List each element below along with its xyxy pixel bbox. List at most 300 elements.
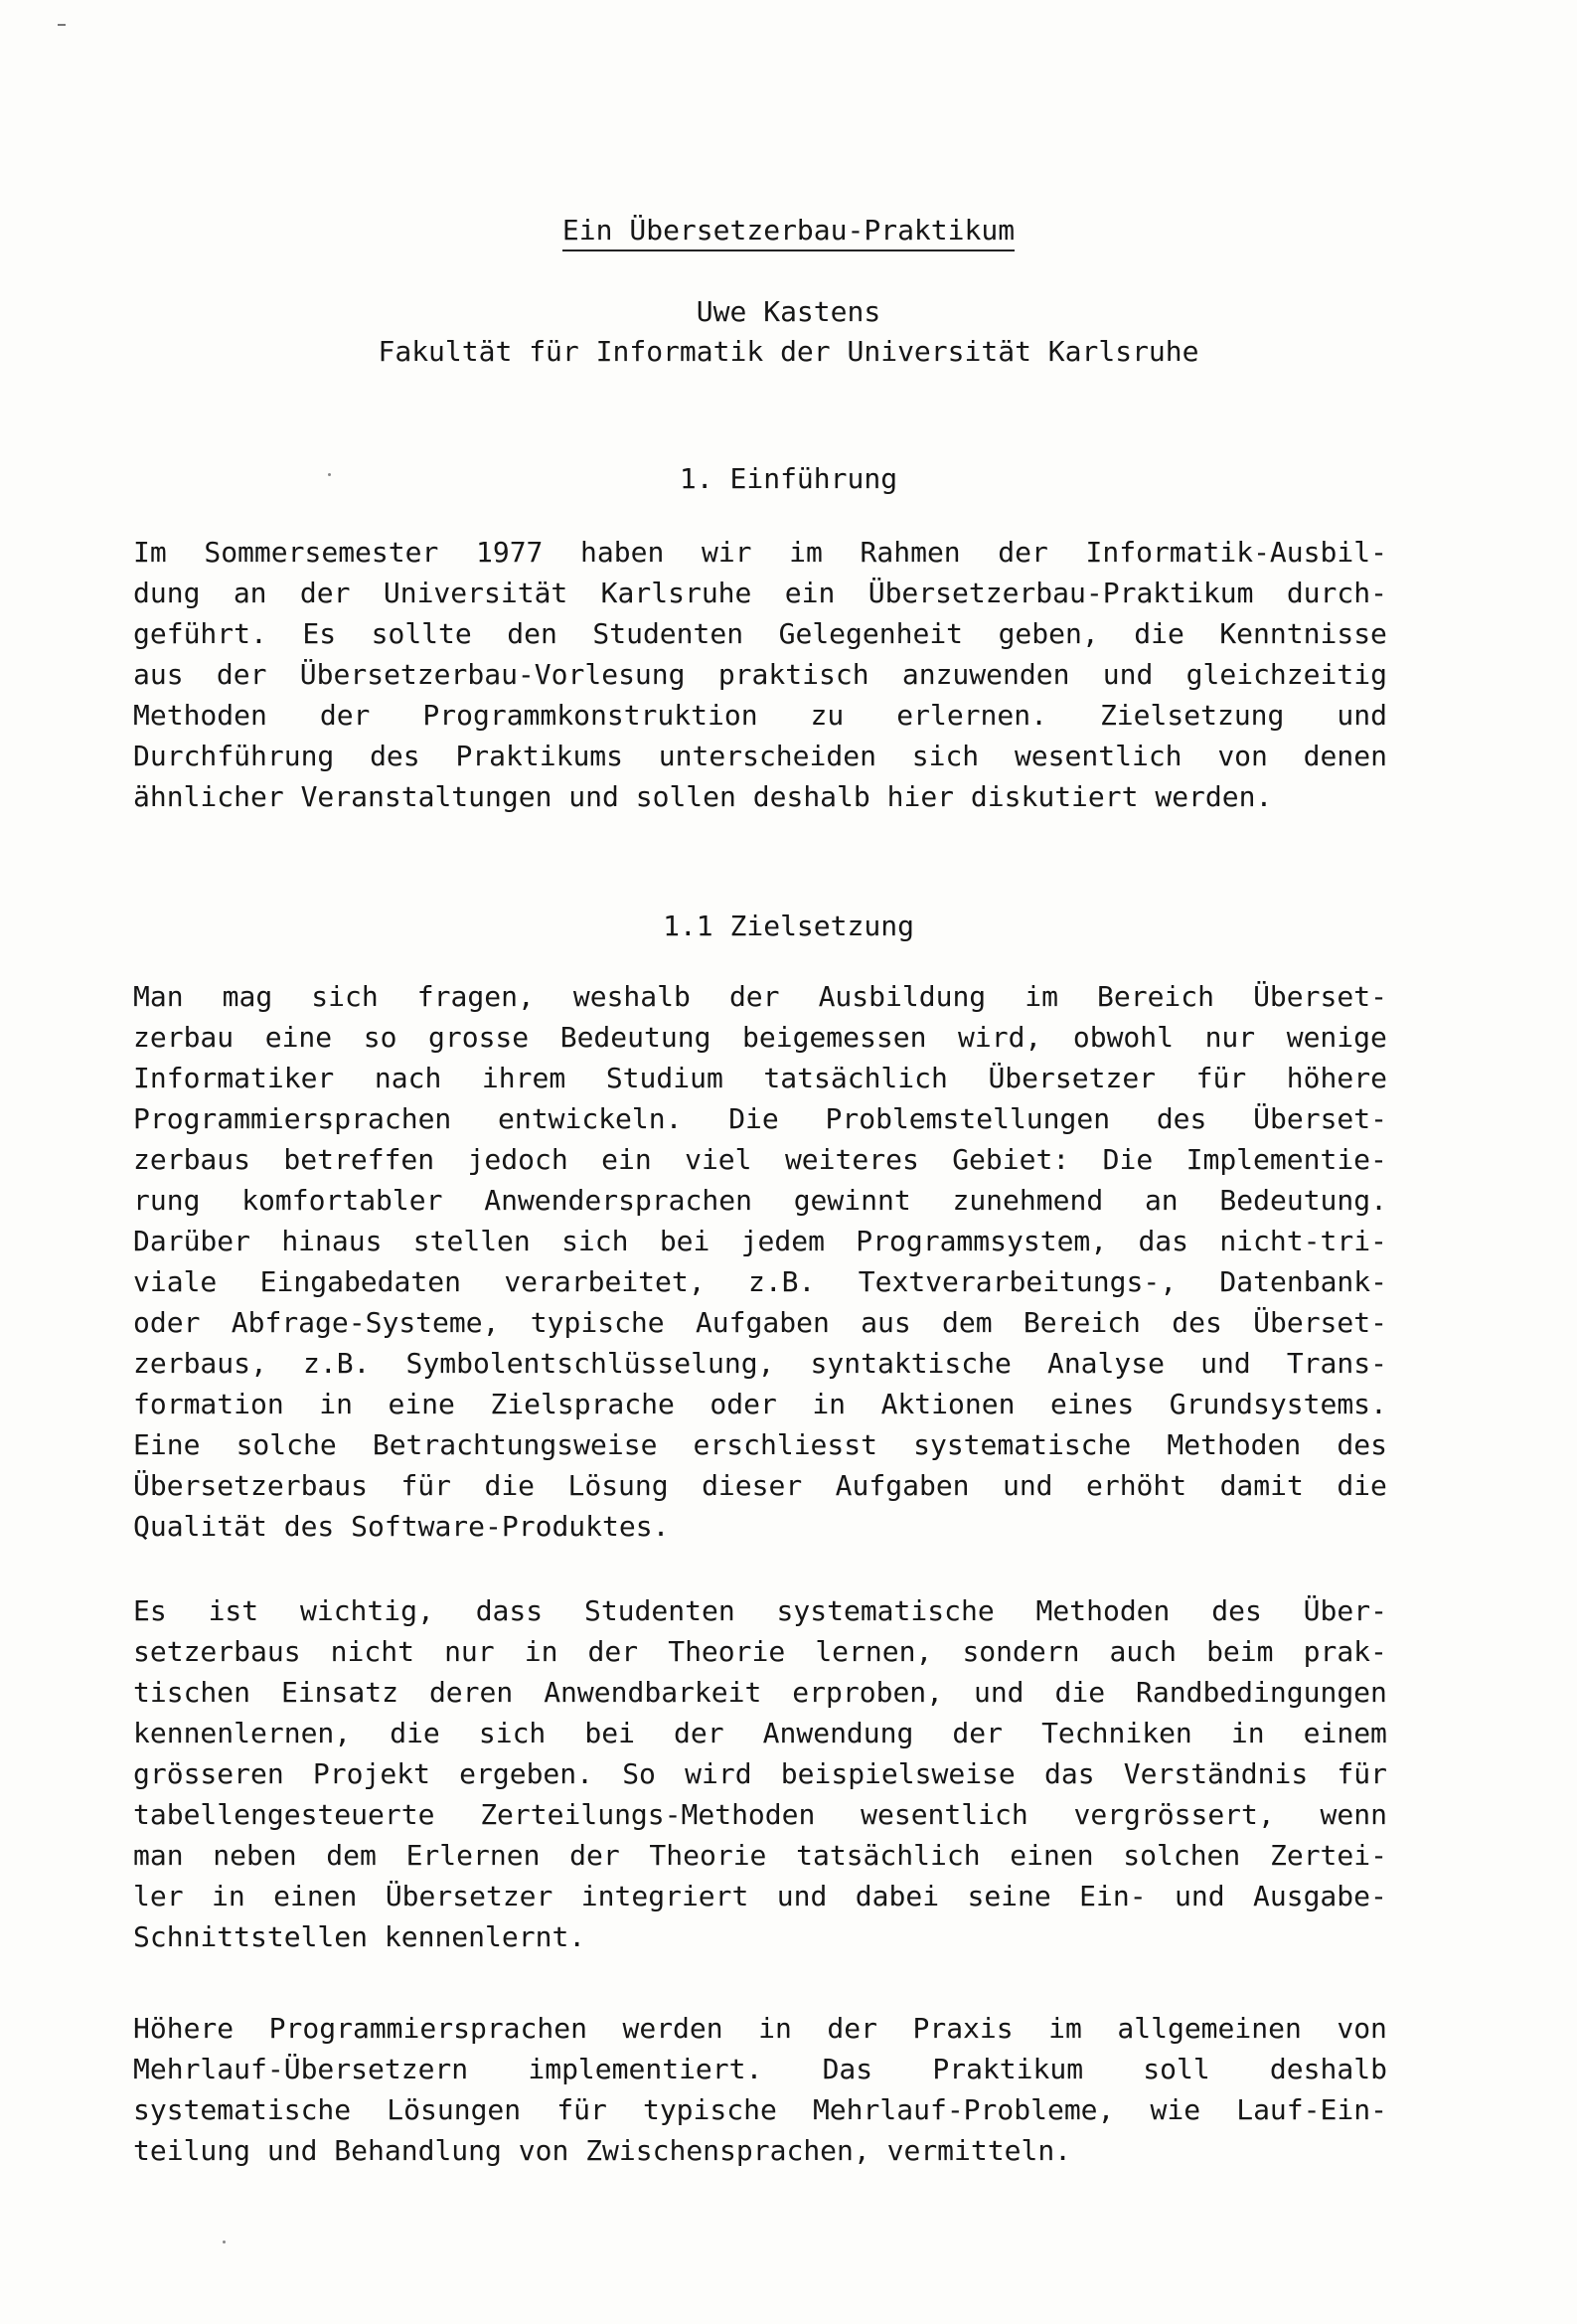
word: des: [1156, 1102, 1207, 1135]
word: jedoch: [467, 1143, 568, 1176]
word: sich: [311, 980, 379, 1013]
word: Karlsruhe: [600, 577, 752, 609]
word: Zielsetzung: [1099, 699, 1285, 732]
word: Übersetzer: [385, 1880, 553, 1912]
word: dem: [326, 1839, 377, 1872]
word: der: [998, 536, 1048, 569]
word: Anwendersprachen: [484, 1184, 752, 1217]
document-title: [0, 213, 1577, 249]
word: formation: [133, 1388, 284, 1420]
word: Sommersemester: [204, 536, 439, 569]
word: Ein-: [1079, 1880, 1147, 1912]
word: Übersetzerbau-Vorlesung: [299, 658, 686, 691]
word: durch-: [1286, 577, 1387, 609]
word: 1977: [475, 536, 544, 569]
word: grösseren: [133, 1757, 284, 1790]
word: allgemeinen: [1117, 2012, 1302, 2045]
word: dung: [133, 577, 201, 609]
word: vermitteln.: [886, 2134, 1072, 2167]
word: Datenbank-: [1219, 1265, 1387, 1298]
word: anzuwenden: [901, 658, 1070, 691]
paragraph-zielsetzung-1: [133, 976, 1387, 1547]
word: Zielsprache: [490, 1388, 675, 1420]
word: soll: [1143, 2053, 1210, 2085]
word: Aufgaben: [695, 1306, 830, 1339]
word: kennenlernt.: [384, 1920, 586, 1953]
word: für: [556, 2093, 607, 2126]
word: komfortabler: [241, 1184, 443, 1217]
word: in: [812, 1388, 847, 1420]
word: Anwendbarkeit: [544, 1676, 762, 1709]
word: dem: [942, 1306, 993, 1339]
word: Textverarbeitungs-,: [858, 1265, 1178, 1298]
word: die: [484, 1469, 536, 1502]
word: ein: [601, 1143, 652, 1176]
word: von: [518, 2134, 586, 2167]
word: ihrem: [481, 1062, 566, 1094]
word: fragen,: [416, 980, 535, 1013]
word: einen: [1010, 1839, 1094, 1872]
text-line: [133, 1876, 1387, 1916]
word: geben,: [998, 617, 1099, 650]
word: typische: [642, 2093, 777, 2126]
word: wesentlich: [861, 1798, 1028, 1831]
word: Die: [728, 1102, 779, 1135]
word: von: [1337, 2012, 1387, 2045]
word: aus: [861, 1306, 911, 1339]
word: lernen,: [815, 1635, 933, 1668]
word: der: [827, 2012, 877, 2045]
word: weshalb: [572, 980, 691, 1013]
word: Mehrlauf-Übersetzern: [133, 2053, 469, 2085]
text-line: [133, 776, 1387, 817]
word: Gebiet:: [952, 1143, 1070, 1176]
word: den: [507, 617, 557, 650]
word: im: [789, 536, 823, 569]
word: Einsatz: [280, 1676, 398, 1709]
word: des: [1211, 1594, 1262, 1627]
word: und: [776, 1880, 828, 1912]
word: erschliesst: [693, 1428, 877, 1461]
word: wesentlich: [1014, 740, 1183, 772]
word: Software-Produktes.: [351, 1510, 670, 1543]
word: beim: [1206, 1635, 1274, 1668]
word: und: [973, 1676, 1025, 1709]
word: beigemessen: [742, 1021, 927, 1054]
word: tatsächlich: [763, 1062, 948, 1094]
word: Programmsystem,: [856, 1225, 1108, 1257]
word: Programmiersprachen: [268, 2012, 587, 2045]
text-line: [133, 1713, 1387, 1753]
text-line: [133, 695, 1387, 736]
word: des: [370, 740, 420, 772]
word: Mehrlauf-Probleme,: [812, 2093, 1115, 2126]
word: und: [1337, 699, 1387, 732]
word: Studium: [605, 1062, 723, 1094]
word: erproben,: [792, 1676, 944, 1709]
word: Behandlung: [334, 2134, 519, 2167]
word: der: [319, 699, 371, 732]
word: und: [1200, 1347, 1251, 1380]
word: eine: [264, 1021, 333, 1054]
word: stellen: [412, 1225, 531, 1257]
word: oder: [133, 1306, 201, 1339]
word: sich: [911, 740, 980, 772]
word: ein: [784, 577, 836, 609]
word: Lösung: [567, 1469, 669, 1502]
word: so: [363, 1021, 397, 1054]
word: Bereich: [1097, 980, 1215, 1013]
word: betreffen: [283, 1143, 435, 1176]
word: weiteres: [784, 1143, 919, 1176]
word: der: [569, 1839, 620, 1872]
word: wird: [685, 1757, 752, 1790]
word: Programmkonstruktion: [422, 699, 758, 732]
word: Lauf-Ein-: [1236, 2093, 1387, 2126]
word: rung: [133, 1184, 201, 1217]
word: grosse: [428, 1021, 530, 1054]
word: nur: [1204, 1021, 1256, 1054]
word: systematische: [913, 1428, 1132, 1461]
word: Theorie: [668, 1635, 786, 1668]
word: sich: [561, 1225, 629, 1257]
word: jedem: [740, 1225, 825, 1257]
text-line: [133, 1384, 1387, 1424]
author-name: Uwe Kastens: [696, 295, 881, 328]
word: Übersetzer: [988, 1062, 1157, 1094]
word: die: [1337, 1469, 1387, 1502]
word: Aufgaben: [835, 1469, 970, 1502]
text-line: [133, 1180, 1387, 1221]
text-line: [133, 1506, 1387, 1547]
word: Eingabedaten: [259, 1265, 461, 1298]
scan-speck: [223, 2241, 226, 2243]
word: ler: [133, 1880, 184, 1912]
word: das: [1043, 1757, 1095, 1790]
word: dieser: [702, 1469, 803, 1502]
word: das: [1138, 1225, 1189, 1257]
text-line: [133, 1753, 1387, 1794]
word: wir: [701, 536, 752, 569]
word: praktisch: [717, 658, 869, 691]
word: Anwendung: [762, 1717, 914, 1749]
word: eine: [388, 1388, 455, 1420]
word: integriert: [580, 1880, 749, 1912]
word: deren: [428, 1676, 514, 1709]
word: tabellengesteuerte: [133, 1798, 435, 1831]
word: wird,: [958, 1021, 1042, 1054]
word: obwohl: [1072, 1021, 1175, 1054]
text-line: [133, 1139, 1387, 1180]
word: Bereich: [1023, 1306, 1141, 1339]
word: Überset-: [1253, 980, 1387, 1013]
word: erlernen.: [896, 699, 1047, 732]
word: man: [133, 1839, 184, 1872]
word: hier: [886, 780, 971, 813]
word: die: [390, 1717, 440, 1749]
word: Ausgabe-: [1253, 1880, 1387, 1912]
word: aus: [133, 658, 184, 691]
text-line: [133, 1631, 1387, 1672]
word: des: [1172, 1306, 1222, 1339]
text-line: [133, 1465, 1387, 1506]
word: Programmiersprachen: [133, 1102, 452, 1135]
word: unterscheiden: [658, 740, 876, 772]
word: sollen: [635, 780, 753, 813]
word: Praktikum: [932, 2053, 1084, 2085]
text-line: [133, 2008, 1387, 2049]
word: Darüber: [133, 1225, 251, 1257]
word: setzerbaus: [133, 1635, 301, 1668]
word: Veranstaltungen: [300, 780, 569, 813]
word: der: [216, 658, 267, 691]
text-line: [133, 1835, 1387, 1876]
word: Studenten: [583, 1594, 735, 1627]
word: z.B.: [302, 1347, 371, 1380]
word: solchen: [1123, 1839, 1241, 1872]
text-line: [133, 1424, 1387, 1465]
paragraph-zielsetzung-3: [133, 2008, 1387, 2171]
word: Zerteilungs-Methoden: [480, 1798, 816, 1831]
word: einem: [1303, 1717, 1387, 1749]
word: mag: [222, 980, 273, 1013]
word: wie: [1150, 2093, 1201, 2126]
word: an: [1144, 1184, 1179, 1217]
word: So: [622, 1757, 656, 1790]
word: Ausbildung: [818, 980, 987, 1013]
text-line: [133, 1672, 1387, 1713]
text-line: [133, 1098, 1387, 1139]
word: teilung: [133, 2134, 267, 2167]
word: dabei: [855, 1880, 940, 1912]
word: nicht: [330, 1635, 414, 1668]
text-line: [133, 1058, 1387, 1098]
word: und: [1175, 1880, 1225, 1912]
text-line: [133, 1302, 1387, 1343]
word: diskutiert: [970, 780, 1156, 813]
word: Grundsystems.: [1169, 1388, 1387, 1420]
word: Eine: [133, 1428, 201, 1461]
word: kennenlernen,: [133, 1717, 352, 1749]
word: systematische: [133, 2093, 352, 2126]
word: Abfrage-Systeme,: [231, 1306, 500, 1339]
text-line: [133, 976, 1387, 1017]
word: Im: [133, 536, 167, 569]
word: Studenten: [592, 617, 744, 650]
word: Methoden: [1035, 1594, 1171, 1627]
word: werden.: [1155, 780, 1273, 813]
word: prak-: [1303, 1635, 1387, 1668]
text-line: [133, 654, 1387, 695]
word: und: [1002, 1469, 1053, 1502]
text-line: [133, 1221, 1387, 1261]
word: Techniken: [1041, 1717, 1192, 1749]
word: Informatiker: [133, 1062, 335, 1094]
text-line: [133, 1343, 1387, 1384]
word: Randbedingungen: [1136, 1676, 1387, 1709]
word: geführt.: [133, 617, 267, 650]
word: Über-: [1303, 1594, 1387, 1627]
word: gleichzeitig: [1185, 658, 1387, 691]
text-line: [133, 2049, 1387, 2089]
word: Überset-: [1253, 1306, 1387, 1339]
word: und: [266, 2134, 335, 2167]
word: damit: [1219, 1469, 1304, 1502]
word: Praktikums: [455, 740, 624, 772]
paragraph-introduction: [133, 532, 1387, 817]
word: Projekt: [312, 1757, 430, 1790]
paragraph-zielsetzung-2: [133, 1590, 1387, 1957]
word: denen: [1303, 740, 1387, 772]
word: systematische: [776, 1594, 995, 1627]
word: implementiert.: [528, 2053, 763, 2085]
word: Es: [133, 1594, 167, 1627]
word: für: [1337, 1757, 1387, 1790]
word: syntaktische: [810, 1347, 1012, 1380]
word: in: [1230, 1717, 1265, 1749]
word: Symbolentschlüsselung,: [405, 1347, 775, 1380]
word: Qualität: [133, 1510, 284, 1543]
word: tischen: [133, 1676, 251, 1709]
word: ergeben.: [459, 1757, 593, 1790]
word: neben: [213, 1839, 297, 1872]
word: zerbau: [133, 1021, 235, 1054]
text-line: [133, 532, 1387, 573]
word: in: [211, 1880, 245, 1912]
word: dass: [475, 1594, 544, 1627]
word: Bedeutung.: [1219, 1184, 1387, 1217]
text-line: [133, 573, 1387, 613]
word: und: [568, 780, 636, 813]
word: vergrössert,: [1073, 1798, 1275, 1831]
word: ähnlicher: [133, 780, 301, 813]
word: Übersetzerbaus: [133, 1469, 369, 1502]
word: Trans-: [1286, 1347, 1387, 1380]
word: zerbaus,: [133, 1347, 267, 1380]
word: wichtig,: [299, 1594, 434, 1627]
word: typische: [530, 1306, 665, 1339]
word: Schnittstellen: [133, 1920, 385, 1953]
word: die: [1054, 1676, 1106, 1709]
word: Problemstellungen: [825, 1102, 1111, 1135]
word: Gelegenheit: [778, 617, 964, 650]
word: wenige: [1286, 1021, 1387, 1054]
word: im: [1048, 2012, 1082, 2045]
word: Übersetzerbau-Praktikum: [867, 577, 1254, 609]
word: zu: [810, 699, 845, 732]
word: Praxis: [912, 2012, 1014, 2045]
word: zunehmend: [952, 1184, 1104, 1217]
word: auch: [1109, 1635, 1177, 1668]
text-line: [133, 1017, 1387, 1058]
word: von: [1217, 740, 1268, 772]
author-affiliation: Fakultät für Informatik der Universität Karlsruhe: [378, 335, 1199, 368]
document-title-text: Ein Übersetzerbau-Praktikum: [562, 214, 1015, 251]
section-heading-zielsetzung: 1.1 Zielsetzung: [663, 910, 914, 942]
word: in: [319, 1388, 353, 1420]
word: ist: [208, 1594, 259, 1627]
word: nach: [374, 1062, 442, 1094]
word: in: [524, 1635, 558, 1668]
word: die: [1134, 617, 1184, 650]
word: nur: [444, 1635, 495, 1668]
word: Das: [822, 2053, 873, 2085]
word: entwickeln.: [498, 1102, 683, 1135]
word: viel: [685, 1143, 752, 1176]
word: hinaus: [281, 1225, 383, 1257]
word: zerbaus: [133, 1143, 251, 1176]
word: Betrachtungsweise: [372, 1428, 658, 1461]
word: Theorie: [649, 1839, 767, 1872]
word: eines: [1049, 1388, 1135, 1420]
word: deshalb: [1269, 2053, 1387, 2085]
word: Verständnis: [1123, 1757, 1309, 1790]
word: nicht-tri-: [1219, 1225, 1387, 1257]
word: Höhere: [133, 2012, 235, 2045]
scan-mark: [58, 24, 66, 26]
word: höhere: [1286, 1062, 1387, 1094]
text-line: [133, 1794, 1387, 1835]
word: Erlernen: [405, 1839, 541, 1872]
word: gewinnt: [793, 1184, 911, 1217]
word: verarbeitet,: [504, 1265, 706, 1298]
word: für: [1195, 1062, 1247, 1094]
word: z.B.: [747, 1265, 816, 1298]
text-line: [133, 2089, 1387, 2130]
word: für: [400, 1469, 452, 1502]
word: der: [299, 577, 351, 609]
word: Kenntnisse: [1219, 617, 1387, 650]
text-line: [133, 613, 1387, 654]
word: Man: [133, 980, 184, 1013]
word: bei: [659, 1225, 710, 1257]
word: des: [1337, 1428, 1387, 1461]
word: Die: [1102, 1143, 1154, 1176]
word: Überset-: [1253, 1102, 1387, 1135]
word: der: [587, 1635, 639, 1668]
word: der: [952, 1717, 1003, 1749]
word: beispielsweise: [780, 1757, 1016, 1790]
text-line: [133, 1261, 1387, 1302]
section-heading-introduction: 1. Einführung: [679, 462, 898, 495]
word: sondern: [962, 1635, 1080, 1668]
word: Aktionen: [880, 1388, 1016, 1420]
word: wenn: [1320, 1798, 1387, 1831]
word: des: [283, 1510, 352, 1543]
word: einen: [273, 1880, 358, 1912]
text-line: [133, 736, 1387, 776]
word: solche: [236, 1428, 337, 1461]
word: der: [674, 1717, 724, 1749]
word: tatsächlich: [796, 1839, 981, 1872]
word: in: [758, 2012, 792, 2045]
word: erhöht: [1085, 1469, 1187, 1502]
word: Informatik-Ausbil-: [1085, 536, 1387, 569]
word: deshalb: [752, 780, 887, 813]
word: Zertei-: [1269, 1839, 1387, 1872]
word: im: [1025, 980, 1058, 1013]
word: viale: [133, 1265, 218, 1298]
word: haben: [580, 536, 665, 569]
word: Methoden: [133, 699, 267, 732]
word: an: [233, 577, 267, 609]
text-line: [133, 1916, 1387, 1957]
word: Durchführung: [133, 740, 335, 772]
text-line: [133, 1590, 1387, 1631]
word: sich: [478, 1717, 547, 1749]
word: Zwischensprachen,: [585, 2134, 887, 2167]
word: Universität: [383, 577, 568, 609]
